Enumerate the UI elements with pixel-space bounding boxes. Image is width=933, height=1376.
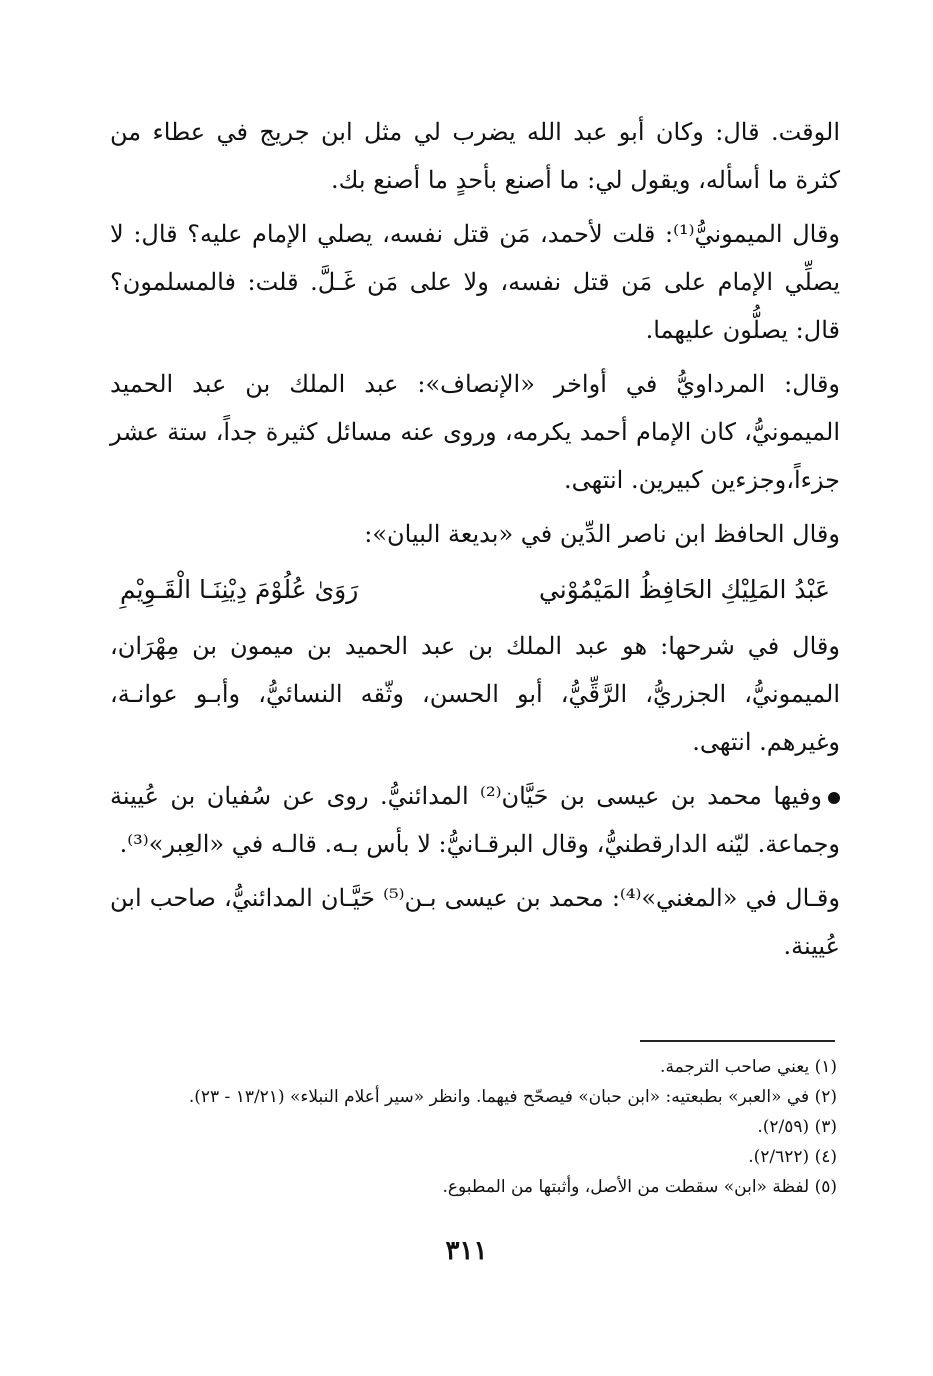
bullet-paragraph-text: وفيها محمد بن عيسى بن حَيَّان⁽²⁾ المدائنيُّ. روى عن سُفيان بن عُيينة وجماعة. ليّنه الدارقطنيُّ، وقال البرقـانيُّ: لا بأس بـه. قالـه في «العِبر»⁽³⁾. bbox=[110, 782, 840, 858]
footnote: (٣) (٢/٥٩). bbox=[757, 1117, 837, 1137]
footnote-divider bbox=[640, 1040, 835, 1042]
footnote: (٤) (٢/٦٢٢). bbox=[748, 1147, 837, 1167]
verse-left-hemistich: رَوَىٰ عُلُوْمَ دِيْنِنَـا الْقَـوِيْمِ bbox=[120, 575, 359, 604]
footnote: (٢) في «العبر» بطبعتيه: «ابن حبان» فيصحّح فيهما. وانظر «سير أعلام النبلاء» (١٣/٢١ - ٢٣). bbox=[188, 1087, 837, 1107]
verse-right-hemistich: عَبْدُ المَلِيْكِ الحَافِظُ المَيْمُوْني bbox=[538, 575, 830, 604]
poetry-verse bbox=[120, 564, 830, 616]
paragraph: الوقت. قال: وكان أبو عبد الله يضرب لي مثل ابن جريج في عطاء من كثرة ما أسأله، ويقول لي: ما أصنع بأحدٍ ما أصنع بك. bbox=[110, 118, 840, 194]
bullet-icon bbox=[828, 792, 840, 804]
footnote: (٥) لفظة «ابن» سقطت من الأصل، وأثبتها من المطبوع. bbox=[442, 1177, 837, 1197]
paragraph: وقال الميمونيُّ⁽¹⁾: قلت لأحمد، مَن قتل نفسه، يصلي الإمام عليه؟ قال: لا يصلِّي الإمام على مَن قتل نفسه، ولا على مَن غَـلَّ. قلت: فالمسلمون؟ قال: يصلُّون عليهما. bbox=[110, 220, 841, 344]
footnotes-section bbox=[110, 1052, 837, 1202]
paragraph: وقـال في «المغني»⁽⁴⁾: محمد بن عيسى بـن⁽⁵⁾ حَيَّـان المدائنيُّ، صاحب ابن عُيينة. bbox=[110, 884, 840, 960]
page-number: ٣١١ bbox=[445, 1236, 488, 1266]
paragraph: وقال الحافظ ابن ناصر الدِّين في «بديعة البيان»: bbox=[364, 520, 840, 548]
paragraph: وقال في شرحها: هو عبد الملك بن عبد الحميد بن ميمون بن مِهْرَان، الميمونيُّ، الجزريُّ، الرَّقِّيُّ، أبو الحسن، وثّقه النسائيُّ، وأبـو عوانـة، وغيرهم. انتهى. bbox=[110, 632, 840, 756]
page-body bbox=[110, 108, 840, 976]
footnote: (١) يعني صاحب الترجمة. bbox=[660, 1057, 837, 1077]
bullet-paragraph bbox=[110, 772, 840, 868]
paragraph: وقال: المرداويُّ في أواخر «الإنصاف»: عبد الملك بن عبد الحميد الميمونيُّ، كان الإمام أحمد يكرمه، وروى عنه مسائل كثيرة جداً، ستة عشر جزءاً،وجزءين كبيرين. انتهى. bbox=[110, 370, 841, 494]
